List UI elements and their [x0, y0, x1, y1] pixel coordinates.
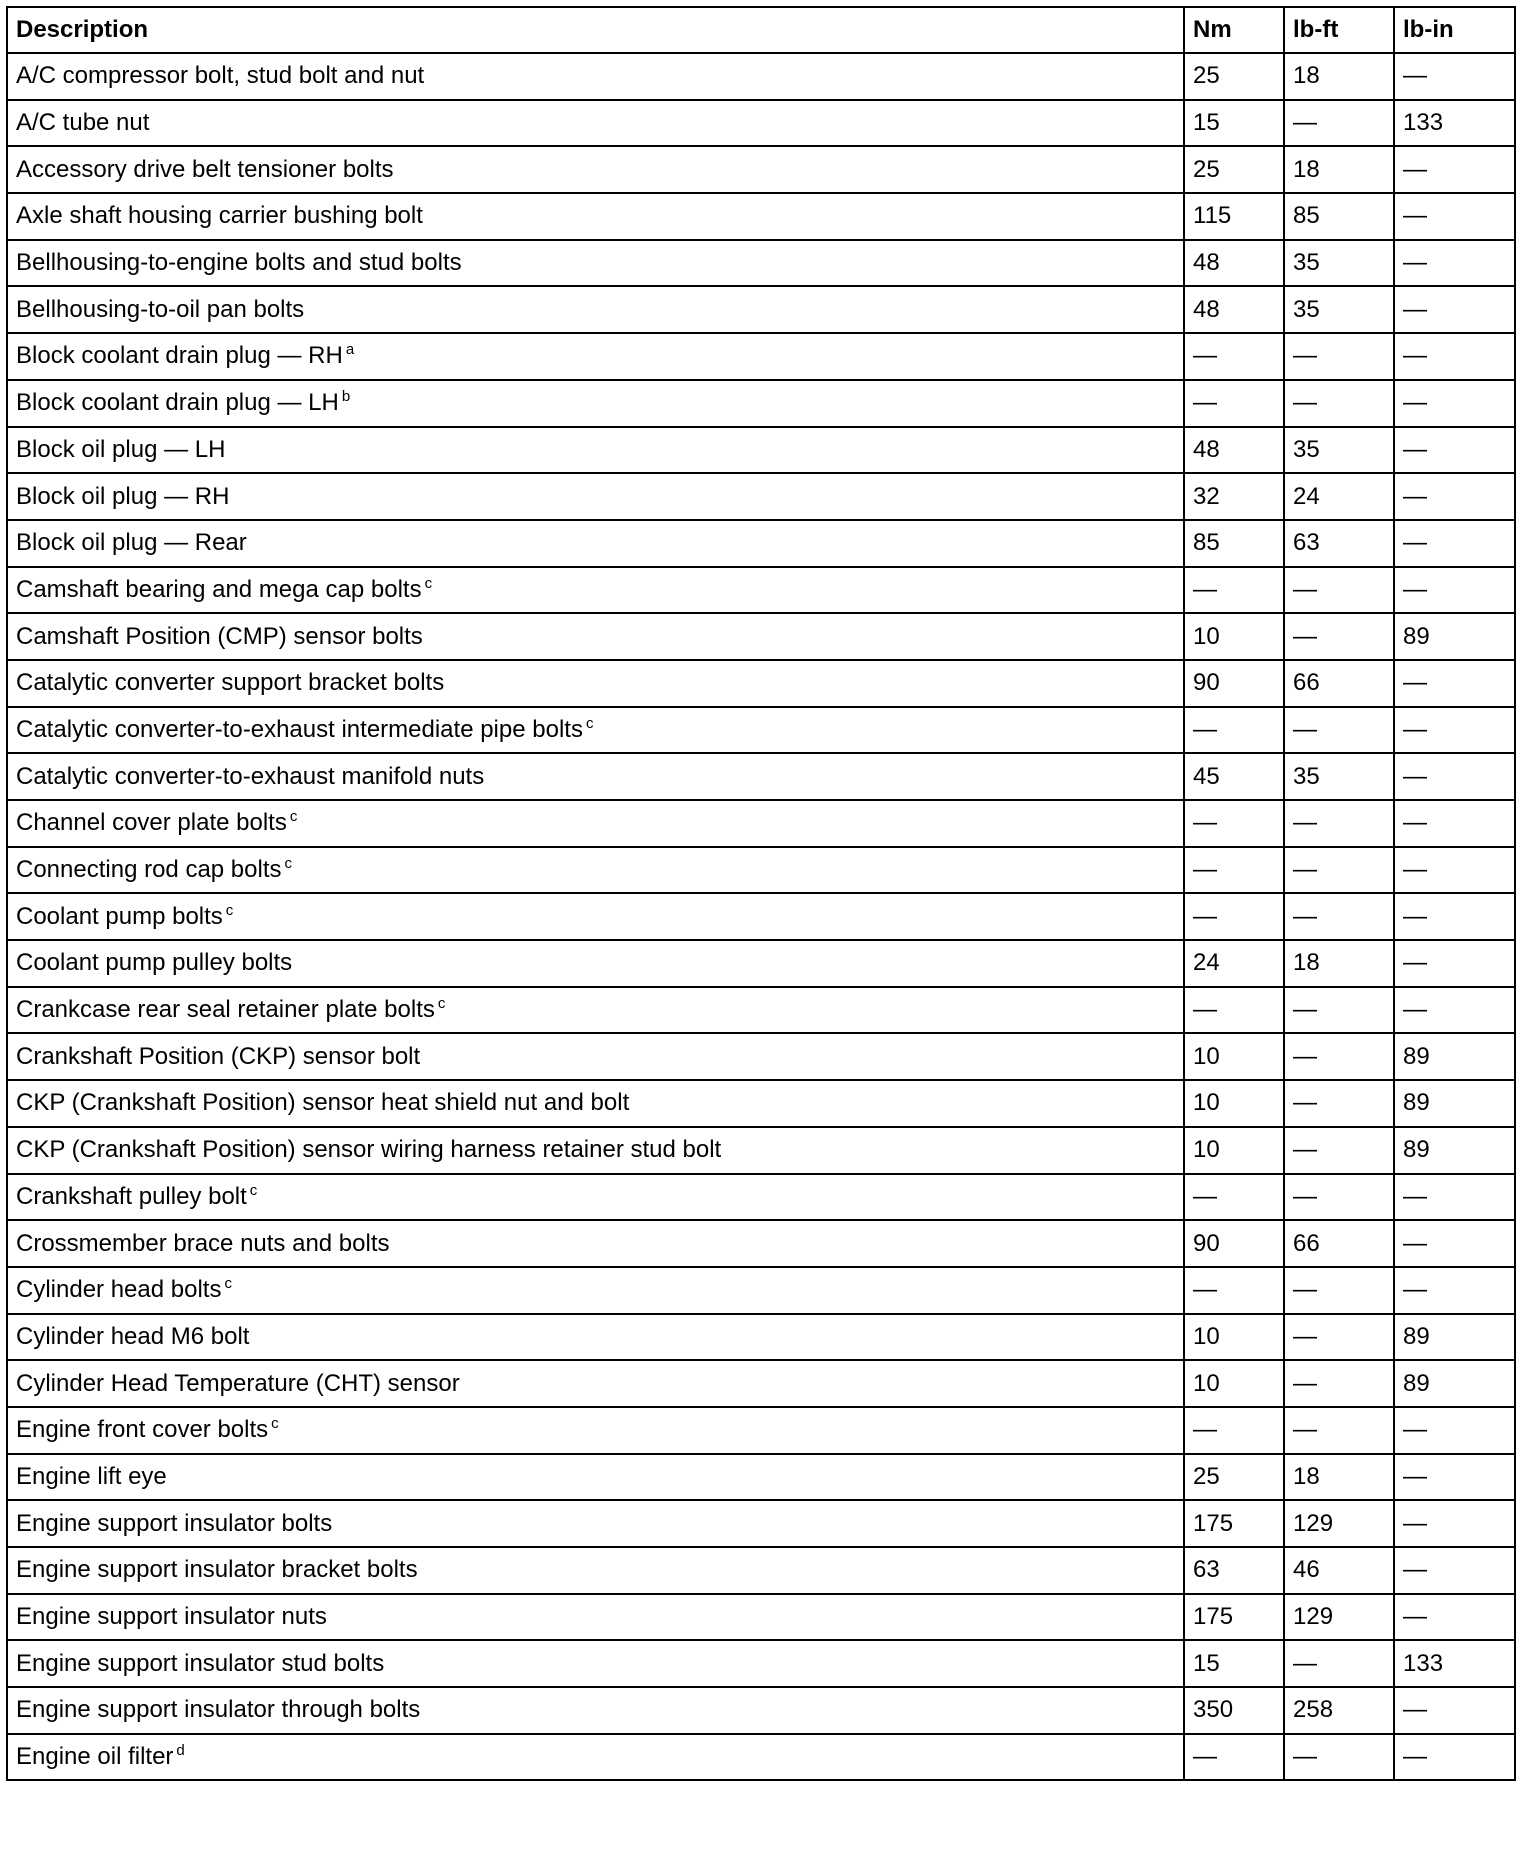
description-cell — [7, 1174, 1184, 1221]
table-row — [7, 1594, 1515, 1641]
table-row — [7, 1174, 1515, 1221]
footnote-marker: c — [225, 901, 234, 919]
nm-cell: 350 — [1184, 1687, 1284, 1734]
description-text: A/C tube nut — [16, 109, 150, 137]
table-row — [7, 380, 1515, 427]
lb-ft-cell: 85 — [1284, 193, 1394, 240]
nm-cell: 10 — [1184, 1033, 1284, 1080]
lb-in-cell: — — [1394, 473, 1515, 520]
nm-cell: 15 — [1184, 100, 1284, 147]
lb-ft-cell: 18 — [1284, 1454, 1394, 1501]
lb-ft-cell: 35 — [1284, 753, 1394, 800]
lb-ft-cell: 63 — [1284, 520, 1394, 567]
table-row — [7, 473, 1515, 520]
table-row — [7, 240, 1515, 287]
lb-in-cell: — — [1394, 146, 1515, 193]
lb-in-cell: — — [1394, 427, 1515, 474]
nm-cell: 25 — [1184, 53, 1284, 100]
description-text: Block oil plug — LH — [16, 435, 226, 463]
lb-in-cell: 89 — [1394, 1080, 1515, 1127]
lb-ft-cell: — — [1284, 847, 1394, 894]
lb-in-cell: — — [1394, 1734, 1515, 1781]
table-row — [7, 1080, 1515, 1127]
description-text: Cylinder head bolts — [16, 1276, 222, 1304]
lb-in-cell: — — [1394, 1220, 1515, 1267]
description-cell — [7, 286, 1184, 333]
description-cell — [7, 520, 1184, 567]
lb-in-cell: — — [1394, 53, 1515, 100]
description-text: Engine support insulator nuts — [16, 1603, 327, 1631]
description-text: Block oil plug — Rear — [16, 529, 247, 557]
description-cell — [7, 380, 1184, 427]
footnote-marker: c — [424, 574, 433, 592]
table-row — [7, 847, 1515, 894]
description-text: Engine support insulator through bolts — [16, 1696, 421, 1724]
header-row — [7, 7, 1515, 53]
description-cell — [7, 1734, 1184, 1781]
description-text: Crankshaft pulley bolt — [16, 1182, 247, 1210]
footnote-marker: c — [437, 995, 446, 1013]
nm-cell: 175 — [1184, 1594, 1284, 1641]
description-cell — [7, 1314, 1184, 1361]
nm-cell: 63 — [1184, 1547, 1284, 1594]
description-text: Engine lift eye — [16, 1462, 167, 1490]
lb-in-cell: — — [1394, 1174, 1515, 1221]
lb-ft-cell: 35 — [1284, 240, 1394, 287]
description-text: CKP (Crankshaft Position) sensor heat shield nut and bolt — [16, 1089, 630, 1117]
description-cell — [7, 333, 1184, 380]
table-row — [7, 53, 1515, 100]
lb-ft-cell: — — [1284, 100, 1394, 147]
lb-in-cell: — — [1394, 800, 1515, 847]
nm-cell: — — [1184, 987, 1284, 1034]
description-cell — [7, 940, 1184, 987]
table-row — [7, 520, 1515, 567]
table-row — [7, 893, 1515, 940]
description-text: Crankshaft Position (CKP) sensor bolt — [16, 1042, 421, 1070]
table-row — [7, 1220, 1515, 1267]
footnote-marker: d — [176, 1742, 185, 1760]
nm-cell: 10 — [1184, 1080, 1284, 1127]
lb-ft-cell: 258 — [1284, 1687, 1394, 1734]
nm-cell: — — [1184, 1267, 1284, 1314]
nm-cell: 90 — [1184, 1220, 1284, 1267]
description-text: Block coolant drain plug — LH — [16, 389, 339, 417]
description-cell — [7, 1407, 1184, 1454]
lb-in-cell: — — [1394, 753, 1515, 800]
nm-cell: 10 — [1184, 1314, 1284, 1361]
lb-in-cell: 89 — [1394, 1314, 1515, 1361]
footnote-marker: a — [345, 341, 355, 359]
lb-in-cell: — — [1394, 893, 1515, 940]
lb-ft-cell: — — [1284, 707, 1394, 754]
description-text: Bellhousing-to-engine bolts and stud bolts — [16, 249, 462, 277]
table-row — [7, 613, 1515, 660]
table-row — [7, 567, 1515, 614]
description-text: Engine support insulator bracket bolts — [16, 1556, 418, 1584]
column-header-description: Description — [7, 7, 1184, 53]
description-text: Cylinder head M6 bolt — [16, 1322, 250, 1350]
lb-in-cell: — — [1394, 707, 1515, 754]
description-text: Accessory drive belt tensioner bolts — [16, 155, 394, 183]
table-row — [7, 1407, 1515, 1454]
nm-cell: 25 — [1184, 146, 1284, 193]
description-cell — [7, 1594, 1184, 1641]
table-row — [7, 1454, 1515, 1501]
description-cell — [7, 1080, 1184, 1127]
nm-cell: — — [1184, 1174, 1284, 1221]
table-row — [7, 193, 1515, 240]
footnote-marker: c — [249, 1181, 258, 1199]
description-text: Block oil plug — RH — [16, 482, 230, 510]
table-row — [7, 987, 1515, 1034]
lb-ft-cell: — — [1284, 1267, 1394, 1314]
table-row — [7, 100, 1515, 147]
table-row — [7, 1267, 1515, 1314]
lb-in-cell: 89 — [1394, 1127, 1515, 1174]
nm-cell: — — [1184, 567, 1284, 614]
lb-ft-cell: — — [1284, 893, 1394, 940]
description-text: Crossmember brace nuts and bolts — [16, 1229, 390, 1257]
lb-in-cell: — — [1394, 1594, 1515, 1641]
nm-cell: 10 — [1184, 1127, 1284, 1174]
description-text: Camshaft Position (CMP) sensor bolts — [16, 622, 423, 650]
description-cell — [7, 240, 1184, 287]
description-text: Cylinder Head Temperature (CHT) sensor — [16, 1369, 460, 1397]
lb-in-cell: — — [1394, 1407, 1515, 1454]
nm-cell: 32 — [1184, 473, 1284, 520]
table-row — [7, 286, 1515, 333]
description-cell — [7, 893, 1184, 940]
description-cell — [7, 660, 1184, 707]
description-text: Camshaft bearing and mega cap bolts — [16, 575, 422, 603]
nm-cell: 48 — [1184, 240, 1284, 287]
lb-in-cell: — — [1394, 1500, 1515, 1547]
description-cell — [7, 1454, 1184, 1501]
table-row — [7, 1640, 1515, 1687]
lb-in-cell: — — [1394, 240, 1515, 287]
description-cell — [7, 1267, 1184, 1314]
lb-in-cell: — — [1394, 333, 1515, 380]
lb-ft-cell: — — [1284, 1734, 1394, 1781]
table-row — [7, 1500, 1515, 1547]
lb-in-cell: — — [1394, 940, 1515, 987]
description-cell — [7, 567, 1184, 614]
lb-ft-cell: 35 — [1284, 427, 1394, 474]
table-row — [7, 660, 1515, 707]
lb-in-cell: 133 — [1394, 1640, 1515, 1687]
description-text: Crankcase rear seal retainer plate bolts — [16, 996, 435, 1024]
description-text: Connecting rod cap bolts — [16, 856, 282, 884]
description-text: Block coolant drain plug — RH — [16, 342, 343, 370]
description-text: Catalytic converter-to-exhaust manifold nuts — [16, 762, 485, 790]
description-text: A/C compressor bolt, stud bolt and nut — [16, 62, 425, 90]
table-row — [7, 800, 1515, 847]
description-cell — [7, 847, 1184, 894]
lb-ft-cell: — — [1284, 613, 1394, 660]
description-cell — [7, 1687, 1184, 1734]
table-row — [7, 1687, 1515, 1734]
lb-in-cell: — — [1394, 847, 1515, 894]
footnote-marker: c — [224, 1275, 232, 1293]
description-cell — [7, 193, 1184, 240]
nm-cell: 175 — [1184, 1500, 1284, 1547]
lb-ft-cell: — — [1284, 987, 1394, 1034]
lb-ft-cell: — — [1284, 1360, 1394, 1407]
lb-ft-cell: 66 — [1284, 660, 1394, 707]
lb-ft-cell: — — [1284, 1080, 1394, 1127]
nm-cell: 25 — [1184, 1454, 1284, 1501]
nm-cell: 15 — [1184, 1640, 1284, 1687]
lb-ft-cell: — — [1284, 1174, 1394, 1221]
lb-ft-cell: 24 — [1284, 473, 1394, 520]
nm-cell: — — [1184, 847, 1284, 894]
description-cell — [7, 53, 1184, 100]
table-row — [7, 146, 1515, 193]
nm-cell: — — [1184, 707, 1284, 754]
lb-in-cell: — — [1394, 567, 1515, 614]
column-header-nm: Nm — [1184, 7, 1284, 53]
nm-cell: — — [1184, 800, 1284, 847]
description-text: Coolant pump pulley bolts — [16, 949, 293, 977]
description-text: Catalytic converter-to-exhaust intermediate pipe bolts — [16, 715, 583, 743]
nm-cell: 90 — [1184, 660, 1284, 707]
description-cell — [7, 753, 1184, 800]
lb-ft-cell: — — [1284, 800, 1394, 847]
table-row — [7, 333, 1515, 380]
description-cell — [7, 473, 1184, 520]
lb-ft-cell: — — [1284, 333, 1394, 380]
lb-ft-cell: 66 — [1284, 1220, 1394, 1267]
description-cell — [7, 800, 1184, 847]
table-row — [7, 753, 1515, 800]
nm-cell: — — [1184, 1734, 1284, 1781]
description-cell — [7, 1127, 1184, 1174]
column-header-lb-ft: lb-ft — [1284, 7, 1394, 53]
table-row — [7, 1547, 1515, 1594]
lb-ft-cell: 129 — [1284, 1594, 1394, 1641]
description-text: Coolant pump bolts — [16, 902, 223, 930]
nm-cell: 24 — [1184, 940, 1284, 987]
nm-cell: 45 — [1184, 753, 1284, 800]
lb-in-cell: — — [1394, 1267, 1515, 1314]
description-text: Engine front cover bolts — [16, 1416, 269, 1444]
table-row — [7, 1127, 1515, 1174]
table-body — [7, 53, 1515, 1780]
nm-cell: 48 — [1184, 427, 1284, 474]
description-cell — [7, 146, 1184, 193]
lb-ft-cell: 18 — [1284, 146, 1394, 193]
lb-ft-cell: 18 — [1284, 940, 1394, 987]
lb-in-cell: — — [1394, 1547, 1515, 1594]
lb-ft-cell: 18 — [1284, 53, 1394, 100]
description-cell — [7, 1360, 1184, 1407]
description-cell — [7, 1500, 1184, 1547]
nm-cell: 10 — [1184, 1360, 1284, 1407]
footnote-marker: c — [585, 714, 594, 732]
lb-in-cell: 133 — [1394, 100, 1515, 147]
lb-in-cell: — — [1394, 660, 1515, 707]
footnote-marker: c — [271, 1415, 279, 1433]
description-cell — [7, 987, 1184, 1034]
lb-ft-cell: — — [1284, 1033, 1394, 1080]
lb-ft-cell: — — [1284, 1314, 1394, 1361]
lb-in-cell: — — [1394, 987, 1515, 1034]
description-text: Engine support insulator stud bolts — [16, 1649, 385, 1677]
description-cell — [7, 1640, 1184, 1687]
lb-in-cell: — — [1394, 520, 1515, 567]
nm-cell: — — [1184, 333, 1284, 380]
description-text: Channel cover plate bolts — [16, 809, 287, 837]
table-row — [7, 707, 1515, 754]
lb-in-cell: — — [1394, 1687, 1515, 1734]
nm-cell: — — [1184, 1407, 1284, 1454]
description-cell — [7, 1220, 1184, 1267]
description-text: Catalytic converter support bracket bolts — [16, 669, 445, 697]
description-text: CKP (Crankshaft Position) sensor wiring harness retainer stud bolt — [16, 1136, 722, 1164]
description-cell — [7, 1547, 1184, 1594]
description-text: Engine support insulator bolts — [16, 1509, 333, 1537]
nm-cell: 115 — [1184, 193, 1284, 240]
description-text: Engine oil filter — [16, 1743, 174, 1771]
table-row — [7, 1360, 1515, 1407]
footnote-marker: c — [284, 855, 292, 873]
nm-cell: — — [1184, 380, 1284, 427]
lb-in-cell: 89 — [1394, 613, 1515, 660]
table-row — [7, 427, 1515, 474]
description-cell — [7, 707, 1184, 754]
table-row — [7, 1314, 1515, 1361]
lb-ft-cell: — — [1284, 1640, 1394, 1687]
nm-cell: 48 — [1184, 286, 1284, 333]
nm-cell: — — [1184, 893, 1284, 940]
lb-ft-cell: — — [1284, 1127, 1394, 1174]
description-cell — [7, 1033, 1184, 1080]
lb-ft-cell: — — [1284, 380, 1394, 427]
description-text: Bellhousing-to-oil pan bolts — [16, 295, 305, 323]
footnote-marker: c — [289, 808, 298, 826]
nm-cell: 10 — [1184, 613, 1284, 660]
table-row — [7, 940, 1515, 987]
lb-in-cell: — — [1394, 1454, 1515, 1501]
lb-ft-cell: 35 — [1284, 286, 1394, 333]
table-row — [7, 1734, 1515, 1781]
lb-ft-cell: 129 — [1284, 1500, 1394, 1547]
lb-in-cell: 89 — [1394, 1360, 1515, 1407]
description-cell — [7, 613, 1184, 660]
torque-spec-table — [6, 6, 1516, 1781]
description-text: Axle shaft housing carrier bushing bolt — [16, 202, 423, 230]
lb-in-cell: — — [1394, 286, 1515, 333]
table-row — [7, 1033, 1515, 1080]
nm-cell: 85 — [1184, 520, 1284, 567]
lb-in-cell: — — [1394, 193, 1515, 240]
column-header-lb-in: lb-in — [1394, 7, 1515, 53]
lb-ft-cell: 46 — [1284, 1547, 1394, 1594]
description-cell — [7, 100, 1184, 147]
footnote-marker: b — [341, 388, 351, 406]
lb-in-cell: 89 — [1394, 1033, 1515, 1080]
lb-ft-cell: — — [1284, 567, 1394, 614]
description-cell — [7, 427, 1184, 474]
lb-ft-cell: — — [1284, 1407, 1394, 1454]
lb-in-cell: — — [1394, 380, 1515, 427]
